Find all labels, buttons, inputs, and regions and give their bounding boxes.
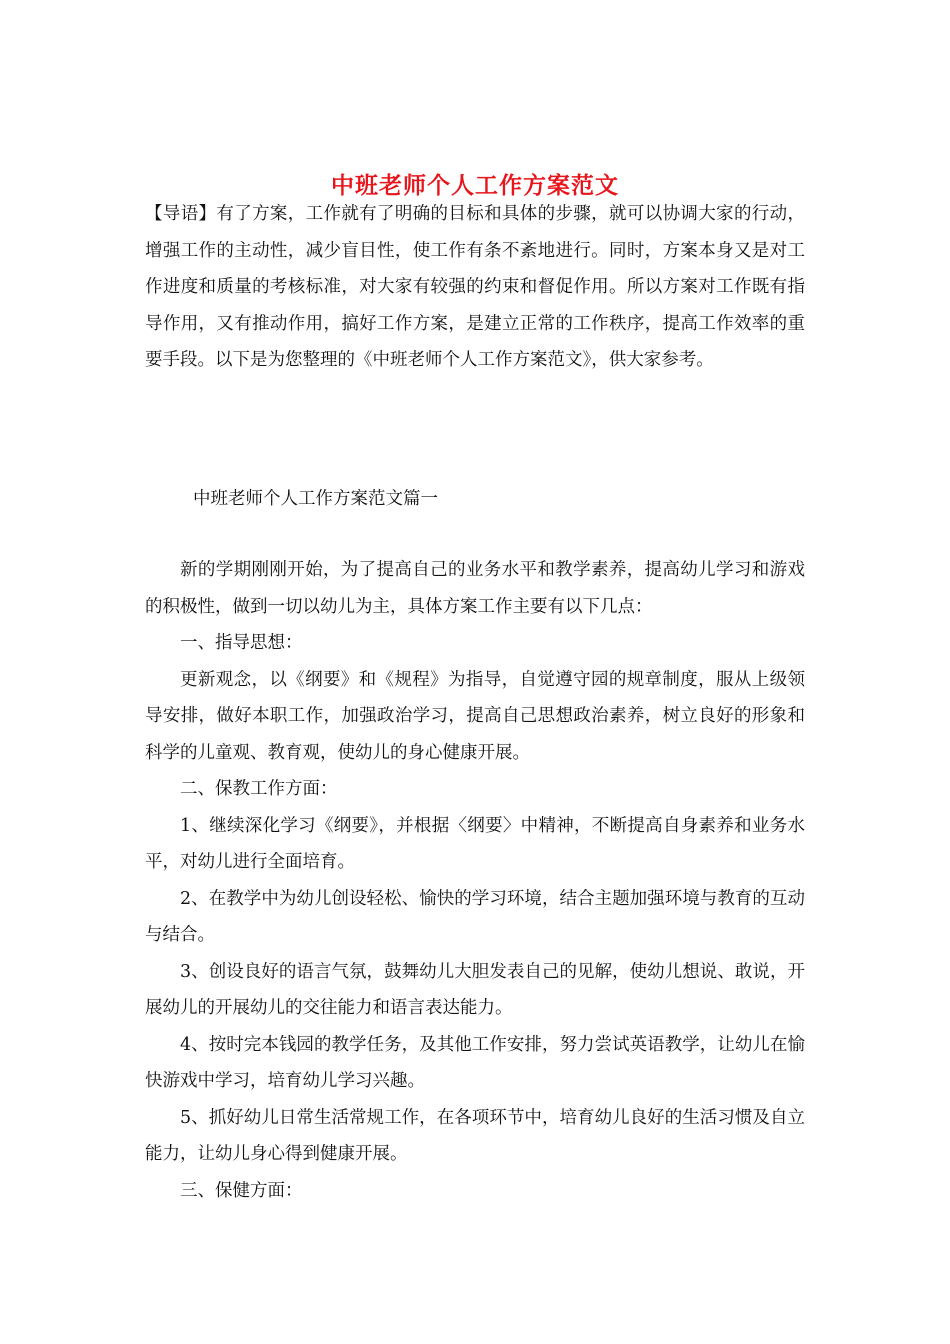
body-paragraph: 新的学期刚刚开始，为了提高自己的业务水平和教学素养，提高幼儿学习和游戏的积极性，做到一切以幼儿为主，具体方案工作主要有以下几点： (145, 560, 805, 617)
outline-heading: 一、指导思想： (180, 633, 303, 653)
list-item: 3、创设良好的语言气氛，鼓舞幼儿大胆发表自己的见解，使幼儿想说、敢说，开展幼儿的开展幼儿的交往能力和语言表达能力。 (145, 961, 805, 1018)
list-item: 2、在教学中为幼儿创设轻松、愉快的学习环境，结合主题加强环境与教育的互动与结合。 (145, 888, 805, 945)
body-text (145, 552, 805, 1209)
list-item: 5、抓好幼儿日常生活常规工作，在各项环节中，培育幼儿良好的生活习惯及自立能力，让幼儿身心得到健康开展。 (145, 1107, 805, 1164)
list-item: 4、按时完本钱园的教学任务，及其他工作安排，努力尝试英语教学，让幼儿在愉快游戏中学习，培育幼儿学习兴趣。 (145, 1034, 805, 1091)
list-item: 1、继续深化学习《纲要》，并根据〈纲要〉中精神，不断提高自身素养和业务水平，对幼儿进行全面培育。 (145, 815, 805, 872)
outline-heading: 二、保教工作方面： (180, 779, 338, 799)
outline-heading: 三、保健方面： (180, 1180, 303, 1201)
intro-paragraph: 【导语】有了方案，工作就有了明确的目标和具体的步骤，就可以协调大家的行动，增强工作的主动性，减少盲目性，使工作有条不紊地进行。同时，方案本身又是对工作进度和质量的考核标准，对大家有较强的约束和督促作用。所以方案对工作既有指导作用，又有推动作用，搞好工作方案，是建立正常的工作秩序，提高工作效率的重要手段。以下是为您整理的《中班老师个人工作方案范文》，供大家参考。 (145, 204, 805, 370)
section-heading: 中班老师个人工作方案范文篇一 (193, 489, 438, 509)
body-paragraph: 更新观念，以《纲要》和《规程》为指导，自觉遵守园的规章制度，服从上级领导安排，做好本职工作，加强政治学习，提高自己思想政治素养，树立良好的形象和科学的儿童观、教育观，使幼儿的身心健康开展。 (145, 669, 805, 763)
document-title: 中班老师个人工作方案范文 (331, 172, 619, 200)
